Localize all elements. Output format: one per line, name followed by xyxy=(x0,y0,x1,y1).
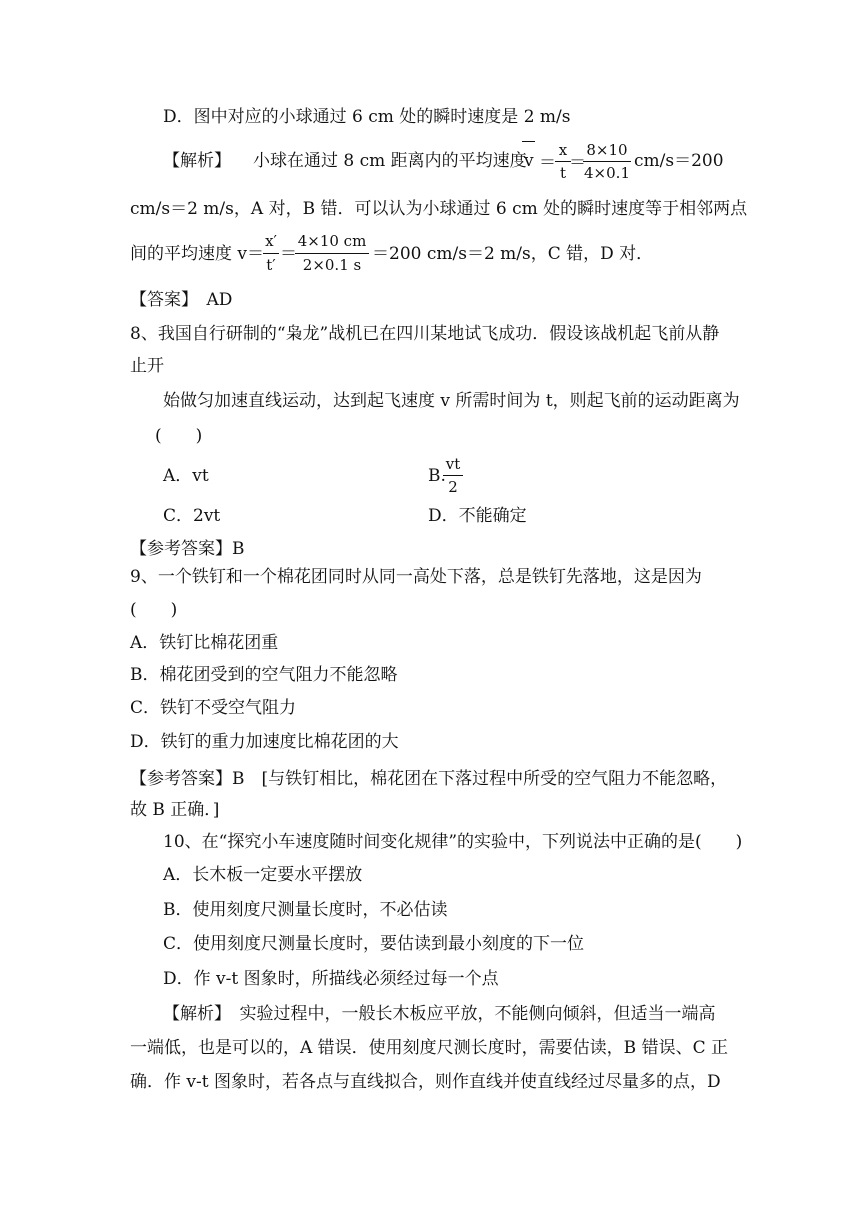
q8-stem-line3: 始做匀加速直线运动，达到起飞速度 v 所需时间为 t，则起飞前的运动距离为 xyxy=(163,391,740,411)
fraction-1-numerator: x xyxy=(558,141,568,159)
fraction-2-numerator: 8×10 xyxy=(586,141,628,159)
q8-option-b-fraction-bar xyxy=(443,475,463,476)
equals-sign: ＝ xyxy=(569,153,586,173)
q10-option-c: C．使用刻度尺测量长度时，要估读到最小刻度的下一位 xyxy=(163,934,585,954)
q9-option-a: A．铁钉比棉花团重 xyxy=(130,633,279,653)
q7-analysis-tag: 【解析】 xyxy=(163,151,231,171)
q8-answer: 【参考答案】B xyxy=(130,539,245,559)
q7-analysis-line1-text: 小球在通过 8 cm 距离内的平均速度 xyxy=(253,151,527,171)
fraction-3-numerator: x′ xyxy=(265,232,277,250)
q7-analysis-line3-end: ＝200 cm/s＝2 m/s，C 错，D 对． xyxy=(372,244,654,264)
fraction-3-bar xyxy=(263,253,279,254)
equals-sign: ＝ xyxy=(539,153,556,173)
q9-option-b: B．棉花团受到的空气阻力不能忽略 xyxy=(130,665,398,685)
v-bar-overline xyxy=(522,141,535,142)
fraction-1-denominator: t xyxy=(559,164,567,182)
q9-option-d: D．铁钉的重力加速度比棉花团的大 xyxy=(130,732,399,752)
q9-answer-line2: 故 B 正确．] xyxy=(130,800,220,820)
q7-analysis-line2: cm/s＝2 m/s，A 对，B 错．可以认为小球通过 6 cm 处的瞬时速度等于相邻两点 xyxy=(130,199,748,219)
q7-answer: 【答案】 AD xyxy=(130,290,233,310)
q9-stem-line1: 9、一个铁钉和一个棉花团同时从同一高处下落，总是铁钉先落地，这是因为 xyxy=(130,567,702,587)
q7-analysis-line3-text: 间的平均速度 v＝ xyxy=(130,244,265,264)
q8-option-a: A．vt xyxy=(163,466,209,486)
q9-answer-line1: 【参考答案】B [与铁钉相比，棉花团在下落过程中所受的空气阻力不能忽略， xyxy=(130,769,728,789)
fraction-2-bar xyxy=(583,161,631,162)
q8-stem-blank: ( ) xyxy=(155,426,203,446)
q7-option-d: D．图中对应的小球通过 6 cm 处的瞬时速度是 2 m/s xyxy=(163,107,571,127)
v-average-symbol: v xyxy=(524,151,534,171)
q10-option-d: D．作 v-t 图象时，所描线必须经过每一个点 xyxy=(163,969,499,989)
q8-option-b-denominator: 2 xyxy=(448,478,458,496)
q8-stem-line2: 止开 xyxy=(130,356,164,376)
fraction-2-denominator: 4×0.1 xyxy=(584,164,630,182)
q10-option-a: A．长木板一定要水平摆放 xyxy=(163,865,363,885)
q10-analysis-line2: 一端低，也是可以的，A 错误．使用刻度尺测长度时，需要估读，B 错误、C 正 xyxy=(130,1038,728,1058)
equals-sign: ＝ xyxy=(280,244,297,264)
q7-analysis-line1-end: cm/s＝200 xyxy=(634,151,724,171)
fraction-3-denominator: t′ xyxy=(266,256,276,274)
q10-option-b: B．使用刻度尺测量长度时，不必估读 xyxy=(163,900,448,920)
q8-option-b-numerator: vt xyxy=(445,455,461,473)
fraction-4-numerator: 4×10 cm xyxy=(297,232,367,250)
q8-option-b-label: B. xyxy=(428,466,446,486)
q10-stem: 10、在“探究小车速度随时间变化规律”的实验中，下列说法中正确的是( ) xyxy=(163,832,743,852)
fraction-4-denominator: 2×0.1 s xyxy=(302,256,362,274)
q9-option-c: C．铁钉不受空气阻力 xyxy=(130,698,297,718)
fraction-4-bar xyxy=(295,253,369,254)
q10-analysis-line3: 确．作 v-t 图象时，若各点与直线拟合，则作直线并使直线经过尽量多的点，D xyxy=(130,1072,721,1092)
q8-option-d: D．不能确定 xyxy=(428,506,527,526)
q8-option-c: C．2vt xyxy=(163,506,221,526)
q10-analysis-line1: 【解析】 实验过程中，一般长木板应平放，不能侧向倾斜，但适当一端高 xyxy=(163,1004,716,1024)
q8-stem-line1: 8、我国自行研制的“枭龙”战机已在四川某地试飞成功．假设该战机起飞前从静 xyxy=(130,324,720,344)
q9-stem-blank: ( ) xyxy=(130,600,178,620)
